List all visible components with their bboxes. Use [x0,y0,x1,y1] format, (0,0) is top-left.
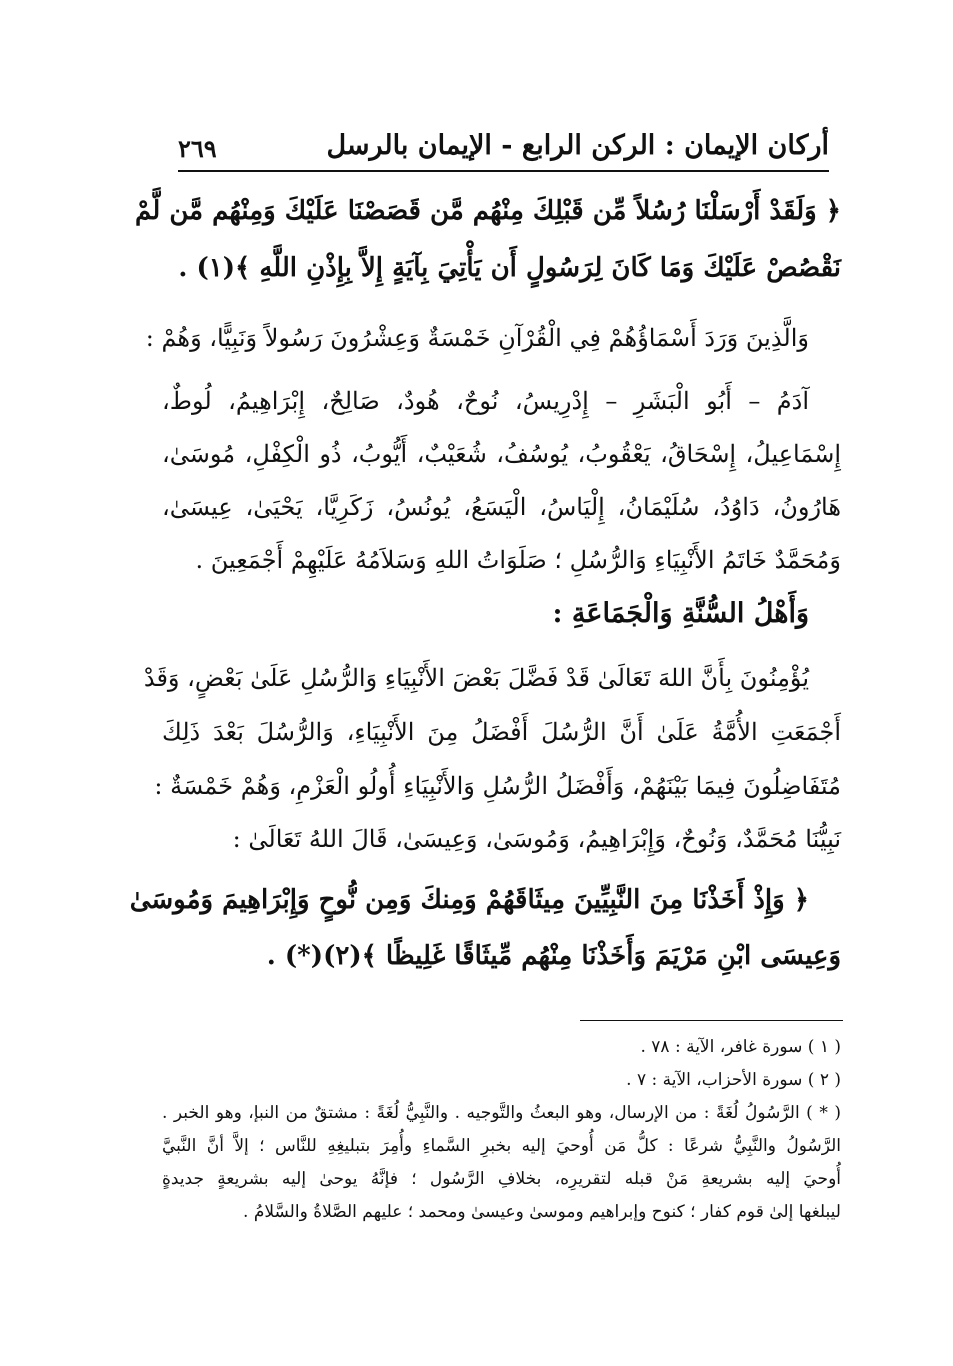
prophets-line: آدَمُ – أَبُو الْبَشَرِ – إِدْرِيسُ، نُوحٌ، هُودٌ، صَالِحٌ، إِبْرَاهِيمُ، لُوطٌ، [162,387,809,415]
page-number: ٢٦٩ [178,134,217,163]
footnote: ( ٢ ) سورة الأحزاب، الآية : ٧ . [626,1070,841,1090]
footnote: أُوحيَ إليه بشريعةِ مَنْ قبله لتقريرِه، بخلافِ الرَّسُول ؛ فإنَّهُ يوحىٰ إليه بشريعةٍ جديدةٍ [162,1169,841,1189]
paragraph-line: نَبِيُّنَا مُحَمَّدٌ، وَنُوحٌ، وَإِبْرَاهِيمُ، وَمُوسَىٰ، وَعِيسَىٰ، قَالَ اللهُ تَعَالَىٰ : [232,825,841,853]
paragraph-line: أَجْمَعَتِ الأُمَّةُ عَلَىٰ أَنَّ الرُّسُلَ أَفْضَلُ مِنَ الأَنْبِيَاءِ، وَالرُّسُلَ بَعْدَ ذَلِكَ [162,718,841,746]
section-heading: وَأَهْلُ السُّنَّةِ وَالْجَمَاعَةِ : [552,598,809,629]
paragraph-line: مُتَفَاضِلُونَ فِيمَا بَيْنَهُمْ، وَأَفْضَلُ الرُّسُلِ وَالأَنْبِيَاءِ أُولُو الْعَزْمِ، وَهُمْ خَمْسَةٌ : [154,772,841,800]
verse-line: ﴿ وَإِذْ أَخَذْنَا مِنَ النَّبِيِّينَ مِيثَاقَهُمْ وَمِنكَ وَمِن نُّوحٍ وَإِبْرَاهِيمَ وَمُوسَىٰ [129,885,809,915]
paragraph-line: يُؤْمِنُونَ بِأَنَّ اللهَ تَعَالَىٰ قَدْ فَضَّلَ بَعْضَ الأَنْبِيَاءِ وَالرُّسُلِ عَلَىٰ بَعْضٍ، وَقَدْ [143,664,809,692]
paragraph-line: وَالَّذِينَ وَرَدَ أَسْمَاؤُهُمْ فِي الْقُرْآنِ خَمْسَةٌ وَعِشْرُونَ رَسُولاً وَنَبِيًّا، وَهُمْ : [145,324,809,352]
verse-line: ﴿ وَلَقَدْ أَرْسَلْنَا رُسُلاً مِّن قَبْلِكَ مِنْهُم مَّن قَصَصْنَا عَلَيْكَ وَمِنْهُم مَّن لَّمْ [135,196,841,226]
prophets-line: وَمُحَمَّدٌ خَاتَمُ الأَنْبِيَاءِ وَالرُّسُلِ ؛ صَلَوَاتُ اللهِ وَسَلاَمُهُ عَلَيْهِمْ أَجْمَعِينَ . [195,546,841,574]
verse-line: نَقْصُصْ عَلَيْكَ وَمَا كَانَ لِرَسُولٍ أَن يَأْتِيَ بِآيَةٍ إِلاَّ بِإِذْنِ اللَّهِ ﴾(١) . [178,253,841,283]
footnote: ( * ) الرَّسُولُ لُغَةً : من الإرسال، وهو البعثُ والتَّوجيه . والنَّبِيُّ لُغَةً : مشتقٌ من النبإ، وهو الخبر . [162,1103,841,1123]
prophets-line: إِسْمَاعِيلُ، إِسْحَاقُ، يَعْقُوبُ، يُوسُفُ، شُعَيْبٌ، أَيُّوبُ، ذُو الْكِفْلِ، مُوسَىٰ، [162,440,841,468]
footnote: الرَّسُولُ والنَّبِيُّ شرعًا : كلُّ مَن أُوحيَ إليه بخبرِ السَّماءِ وأُمِرَ بتبليغِهِ للنَّاس ؛ إلاَّ أنَّ النَّبيَّ [162,1136,841,1156]
footnote: ليبلغها إلىٰ قوم كفار ؛ كنوح وإبراهيم وموسىٰ وعيسىٰ ومحمد ؛ عليهم الصَّلاةُ والسَّلامُ . [243,1202,841,1222]
header-rule [178,170,829,172]
verse-line: وَعِيسَى ابْنِ مَرْيَمَ وَأَخَذْنَا مِنْهُم مِّيثَاقًا غَلِيظًا ﴾(٢)(*) . [266,941,841,971]
prophets-line: هَارُونُ، دَاوُدُ، سُلَيْمَانُ، إِلْيَاسُ، الْيَسَعُ، يُونُسُ، زَكَرِيَّا، يَحْيَىٰ، عِيسَىٰ، [162,493,841,521]
footnote: ( ١ ) سورة غافر، الآية : ٧٨ . [640,1037,841,1057]
page-header [178,126,829,172]
footnote-separator [580,1020,843,1021]
running-title: أركان الإيمان : الركن الرابع - الإيمان بالرسل [326,130,829,161]
